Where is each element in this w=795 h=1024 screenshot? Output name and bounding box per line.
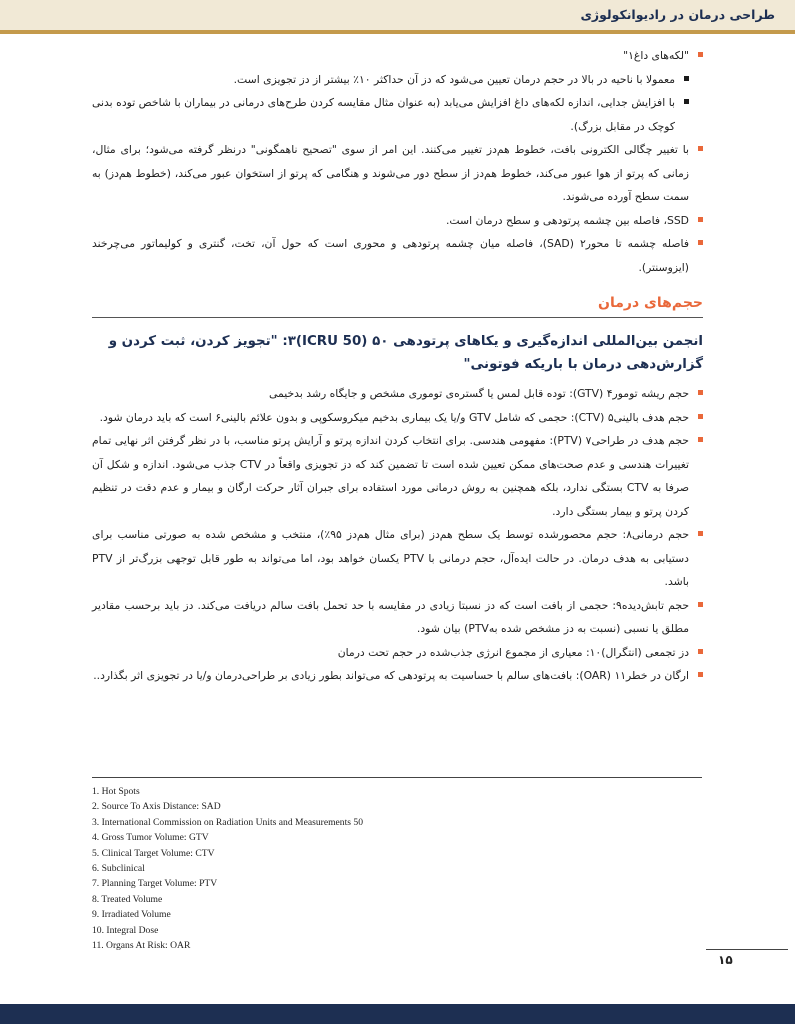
page-number-rule (706, 949, 788, 950)
footnote: 11. Organs At Risk: OAR (92, 940, 191, 952)
footnote: 8. Treated Volume (92, 893, 163, 905)
footnotes (92, 784, 363, 953)
footnote: 1. Hot Spots (92, 786, 140, 797)
page-content (92, 44, 703, 688)
subsection-title: انجمن بین‌المللی اندازه‌گیری و یکاهای پرتودهی ۵۰ (ICRU 50)۳: "تجویز کردن، ثبت کردن و گزارش‌دهی درمان با باریکه فوتونی" (108, 334, 703, 372)
list-item: فاصله چشمه تا محور۲ (SAD)، فاصله میان چشمه پرتودهی و محوری است که حول آن، تخت، گنتری و کولیماتور می‌چرخند (ایزوسنتر). (92, 232, 703, 279)
footnote: 6. Subclinical (92, 863, 145, 875)
footnote: 4. Gross Tumor Volume: GTV (92, 832, 209, 844)
header-title: طراحی درمان در رادیوانکولوژی (580, 7, 775, 22)
list-item: "لکه‌های داغ۱" (92, 44, 703, 68)
list-item: دز تجمعی (انتگرال)۱۰: معیاری از مجموع انرژی جذب‌شده در حجم تحت درمان (92, 641, 703, 665)
bullet-list-volumes (92, 382, 703, 688)
list-item: ارگان در خطر۱۱ (OAR): بافت‌های سالم با حساسیت به پرتودهی که می‌تواند بطور زیادی بر طراحی‌درمان و/یا در تجویزی اثر بگذارد.. (92, 664, 703, 688)
sub-list-item: معمولا با ناحیه در بالا در حجم درمان تعیین می‌شود که دز آن حداکثر ۱۰٪ بیشتر از دز تجویزی است. (92, 68, 703, 92)
list-item: با تغییر چگالی الکترونی بافت، خطوط هم‌دز تغییر می‌کنند. این امر از سوی "تصحیح ناهمگونی" درنظر گرفته می‌شود؛ برای مثال، زمانی که پرتو از هوا عبور می‌کند، خطوط هم‌دز از سطح دور می‌شوند و هنگامی که پرتو از استخوان عبور می‌کند، (خطوط هم‌دز) به سمت سطح آورده می‌شوند. (92, 138, 703, 209)
list-item: حجم هدف در طراحی۷ (PTV): مفهومی هندسی. برای انتخاب کردن اندازه پرتو و آرایش پرتو مناسب، با در نظر گرفتن اثر نهایی تمام تغییرات هندسی و عدم صحت‌های ممکن تعیین شده است تا تضمین کند که دز تجویزی واقعاً در CTV جذب می‌شود. اندازه و شکل آن صرفا به CTV بستگی ندارد، بلکه همچنین به روش درمانی مورد استفاده برای جبران آثار حرکت ارگان و بیمار و عدم دقت در تنظیم کردن پرتو و بیمار بستگی دارد. (92, 429, 703, 523)
sub-list-item: با افزایش جدایی، اندازه لکه‌های داغ افزایش می‌یابد (به عنوان مثال مقایسه کردن طرح‌های درمانی در بیماران با شاخص توده بدنی کوچک در مقابل بزرگ). (92, 91, 703, 138)
footnote: 9. Irradiated Volume (92, 909, 171, 921)
bullet-list-top (92, 44, 703, 68)
sub-bullet-list (92, 68, 703, 139)
footnote: 2. Source To Axis Distance: SAD (92, 801, 221, 813)
header-rule (0, 30, 795, 34)
section-title: حجم‌های درمان (92, 295, 703, 318)
page-number: ۱۵ (718, 953, 733, 967)
list-item: SSD، فاصله بین چشمه پرتودهی و سطح درمان است. (92, 209, 703, 233)
list-item: حجم ریشه تومور۴ (GTV): توده قابل لمس یا گستره‌ی توموری مشخص و جایگاه رشد بدخیمی (92, 382, 703, 406)
page-header (0, 0, 795, 30)
list-item: حجم تابش‌دیده۹: حجمی از بافت است که دز نسبتا زیادی در مقایسه با حد تحمل بافت سالم دریافت می‌کند. دز باید برحسب مقادیر مطلق یا نسبی (نسبت به دز مشخص شده بهPTV) بیان شود. (92, 594, 703, 641)
bullet-list-mid (92, 138, 703, 279)
footnote-divider (92, 777, 702, 778)
footnote: 10. Integral Dose (92, 924, 159, 936)
footer-bar (0, 1004, 795, 1024)
list-item: حجم درمانی۸: حجم محصورشده توسط یک سطح هم‌دز (برای مثال هم‌دز ۹۵٪)، منتخب و مشخص شده به صورتی مناسب برای دستیابی به هدف درمان. در حالت ایده‌آل، حجم درمانی با PTV یکسان خواهد بود، اما می‌تواند به طور قابل توجهی بزرگ‌تر از PTV باشد. (92, 523, 703, 594)
list-item: حجم هدف بالینی۵ (CTV): حجمی که شامل GTV و/یا یک بیماری بدخیم میکروسکوپی و بدون علائم بالینی۶ است که باید درمان شود. (92, 406, 703, 430)
footnote: 3. International Commission on Radiation Units and Measurements 50 (92, 816, 363, 828)
footnote: 5. Clinical Target Volume: CTV (92, 847, 215, 859)
footnote: 7. Planning Target Volume: PTV (92, 878, 218, 890)
